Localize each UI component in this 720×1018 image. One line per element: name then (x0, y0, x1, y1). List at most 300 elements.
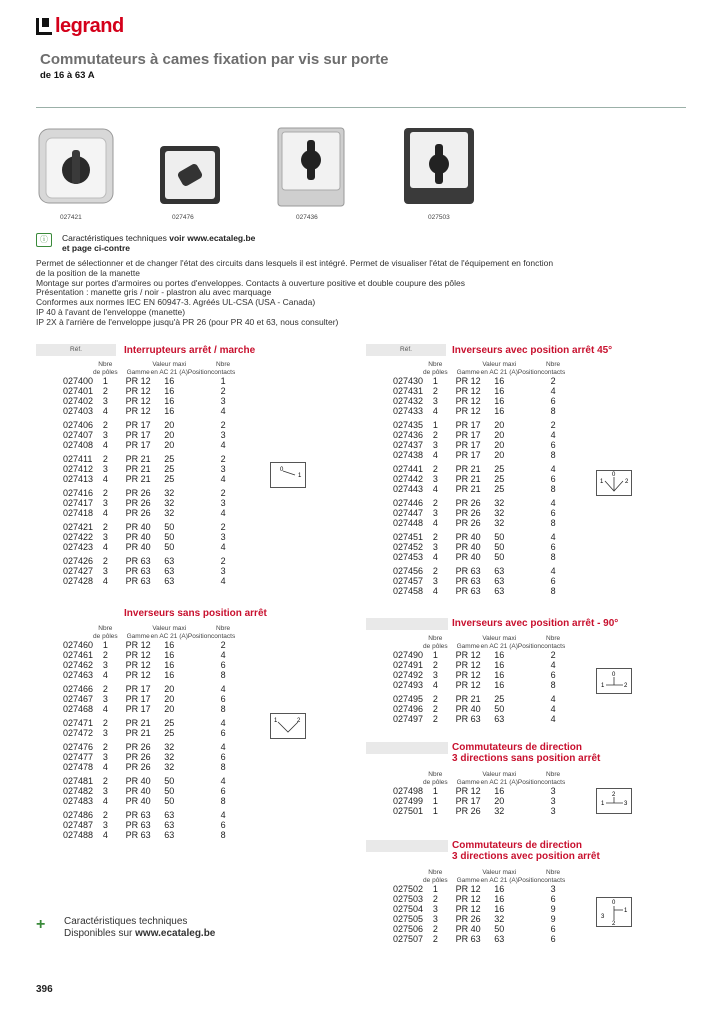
table-row (366, 406, 565, 416)
poles-cell: 3 (432, 670, 438, 680)
column-header: contacts (540, 642, 566, 650)
gamme-cell: PR 26 (455, 518, 481, 528)
column-header: Nbre (546, 360, 561, 368)
ref-cell: 027441 (393, 464, 424, 474)
ref-cell: 027408 (63, 440, 94, 450)
gamme-cell: PR 40 (125, 532, 151, 542)
table-row (36, 508, 235, 518)
gamme-cell: PR 63 (455, 566, 481, 576)
footer-link[interactable]: www.ecataleg.be (135, 928, 216, 939)
gamme-cell: PR 12 (455, 884, 481, 894)
diagram-label: 1 (624, 908, 628, 914)
web-line2: et page ci-contre (62, 243, 131, 253)
contacts-cell: 3 (550, 884, 556, 894)
table-row (366, 914, 565, 924)
position-cell (518, 552, 541, 562)
poles-cell: 3 (102, 430, 108, 440)
valeur-cell: 16 (164, 650, 175, 660)
position-cell (188, 420, 211, 430)
valeur-cell: 25 (164, 464, 175, 474)
poles-cell: 3 (432, 576, 438, 586)
contacts-cell: 4 (550, 532, 556, 542)
diagram-label: 1 (601, 683, 605, 689)
gamme-cell: PR 40 (455, 704, 481, 714)
product-table (366, 770, 565, 816)
position-cell (518, 566, 541, 576)
poles-cell: 2 (102, 776, 108, 786)
gamme-cell: PR 17 (455, 430, 481, 440)
poles-cell: 2 (102, 386, 108, 396)
poles-cell: 3 (432, 508, 438, 518)
ref-cell: 027417 (63, 498, 94, 508)
position-cell (518, 894, 541, 904)
diagram-label: 1 (600, 479, 604, 485)
ref-cell: 027466 (63, 684, 94, 694)
ref-cell: 027501 (393, 806, 424, 816)
table-row (366, 420, 565, 430)
contacts-cell: 4 (550, 566, 556, 576)
contacts-cell: 2 (220, 454, 226, 464)
poles-cell: 4 (432, 484, 438, 494)
contacts-cell: 4 (220, 440, 226, 450)
ref-cell: 027413 (63, 474, 94, 484)
valeur-cell: 25 (164, 474, 175, 484)
column-header: contacts (540, 368, 566, 376)
poles-cell: 2 (102, 556, 108, 566)
contacts-cell: 8 (550, 586, 556, 596)
position-cell (518, 542, 541, 552)
contacts-cell: 4 (550, 498, 556, 508)
ref-cell: 027458 (393, 586, 424, 596)
position-cell (518, 430, 541, 440)
valeur-cell: 16 (494, 904, 505, 914)
table-row (36, 376, 235, 386)
poles-cell: 2 (432, 660, 438, 670)
gamme-cell: PR 40 (455, 532, 481, 542)
section-title: Inverseurs sans position arrêt (124, 608, 267, 619)
poles-cell: 1 (102, 640, 108, 650)
gamme-cell: PR 40 (125, 522, 151, 532)
valeur-cell: 16 (164, 376, 175, 386)
poles-cell: 3 (432, 904, 438, 914)
gamme-cell: PR 63 (125, 820, 151, 830)
gamme-cell: PR 26 (125, 498, 151, 508)
poles-cell: 3 (102, 660, 108, 670)
column-header: Valeur maxi (482, 360, 517, 368)
contacts-cell: 8 (550, 518, 556, 528)
column-header: de pôles (423, 642, 448, 650)
position-cell (518, 670, 541, 680)
gamme-cell: PR 40 (455, 924, 481, 934)
product-ref-3: 027436 (296, 214, 318, 221)
position-diagram-45 (596, 470, 632, 496)
valeur-cell: 32 (164, 498, 175, 508)
contacts-cell: 6 (550, 542, 556, 552)
valeur-cell: 25 (494, 694, 505, 704)
ref-cell: 027442 (393, 474, 424, 484)
poles-cell: 1 (432, 650, 438, 660)
valeur-cell: 63 (164, 566, 175, 576)
gamme-cell: PR 63 (125, 556, 151, 566)
gamme-cell: PR 12 (125, 406, 151, 416)
position-diagram-90 (596, 668, 632, 694)
poles-cell: 3 (432, 914, 438, 924)
valeur-cell: 20 (494, 450, 505, 460)
ref-cell: 027432 (393, 396, 424, 406)
contacts-cell: 4 (220, 542, 226, 552)
table-row (36, 694, 235, 704)
table-row (36, 752, 235, 762)
description (36, 259, 686, 328)
diagram-label: 0 (612, 472, 616, 478)
valeur-cell: 32 (494, 498, 505, 508)
ref-cell: 027477 (63, 752, 94, 762)
gamme-cell: PR 17 (455, 420, 481, 430)
contacts-cell: 8 (220, 762, 226, 772)
gamme-cell: PR 21 (125, 718, 151, 728)
poles-cell: 3 (102, 396, 108, 406)
position-cell (518, 694, 541, 704)
valeur-cell: 63 (164, 830, 175, 840)
diagram-label: 1 (601, 801, 605, 807)
poles-cell: 4 (432, 518, 438, 528)
valeur-cell: 50 (494, 552, 505, 562)
diagram-label: 3 (601, 914, 605, 920)
table-row (366, 464, 565, 474)
table-row (36, 762, 235, 772)
table-row (366, 680, 565, 690)
gamme-cell: PR 12 (125, 396, 151, 406)
position-cell (518, 704, 541, 714)
contacts-cell: 2 (220, 556, 226, 566)
poles-cell: 4 (102, 762, 108, 772)
column-header: Position (517, 368, 541, 376)
position-cell (188, 728, 211, 738)
gamme-cell: PR 17 (455, 440, 481, 450)
table-row (366, 694, 565, 704)
ref-cell: 027463 (63, 670, 94, 680)
valeur-cell: 63 (494, 576, 505, 586)
valeur-cell: 50 (164, 786, 175, 796)
position-cell (188, 786, 211, 796)
valeur-cell: 16 (494, 396, 505, 406)
gamme-cell: PR 21 (455, 464, 481, 474)
valeur-cell: 32 (494, 914, 505, 924)
contacts-cell: 6 (220, 786, 226, 796)
column-header: Valeur maxi (482, 770, 517, 778)
position-cell (518, 680, 541, 690)
gamme-cell: PR 21 (455, 694, 481, 704)
poles-cell: 3 (432, 474, 438, 484)
poles-cell: 1 (432, 420, 438, 430)
ref-cell: 027411 (63, 454, 93, 464)
valeur-cell: 16 (164, 660, 175, 670)
position-cell (188, 694, 211, 704)
column-header: contacts (210, 368, 236, 376)
contacts-cell: 4 (220, 742, 226, 752)
valeur-cell: 16 (494, 894, 505, 904)
ref-cell: 027426 (63, 556, 94, 566)
table-row (366, 894, 565, 904)
position-diagram-inverseur (270, 713, 306, 739)
table-header-row (366, 868, 565, 876)
position-cell (518, 420, 541, 430)
diagram-label: 2 (624, 683, 628, 689)
position-cell (188, 454, 211, 464)
ref-cell: 027430 (393, 376, 424, 386)
position-cell (188, 670, 211, 680)
position-cell (518, 406, 541, 416)
gamme-cell: PR 17 (125, 684, 151, 694)
contacts-cell: 6 (220, 752, 226, 762)
position-cell (188, 498, 211, 508)
table-row (366, 650, 565, 660)
valeur-cell: 50 (494, 704, 505, 714)
valeur-cell: 20 (164, 420, 175, 430)
valeur-cell: 16 (164, 670, 175, 680)
table-row (36, 532, 235, 542)
product-table (366, 634, 565, 724)
column-header: Nbre (428, 634, 443, 642)
poles-cell: 2 (432, 714, 438, 724)
table-row (36, 576, 235, 586)
table-row (36, 556, 235, 566)
poles-cell: 3 (102, 752, 108, 762)
contacts-cell: 8 (550, 484, 556, 494)
ref-cell: 027438 (393, 450, 424, 460)
position-cell (188, 640, 211, 650)
diagram-label: 1 (274, 718, 278, 724)
gamme-cell: PR 12 (125, 386, 151, 396)
ref-header: Réf. (36, 344, 116, 356)
ref-cell: 027496 (393, 704, 424, 714)
poles-cell: 2 (432, 464, 438, 474)
valeur-cell: 16 (494, 786, 505, 796)
table-header-row (36, 360, 235, 368)
column-header: Nbre (98, 624, 113, 632)
position-cell (188, 376, 211, 386)
gamme-cell: PR 17 (125, 704, 151, 714)
valeur-cell: 25 (164, 728, 175, 738)
column-header: contacts (540, 778, 566, 786)
contacts-cell: 3 (220, 532, 226, 542)
table-row (366, 440, 565, 450)
diagram-label: 2 (297, 718, 301, 724)
valeur-cell: 16 (164, 640, 175, 650)
section-title: Inverseurs avec position arrêt - 90° (452, 618, 619, 629)
ref-header-bar (366, 618, 448, 630)
ref-cell: 027497 (393, 714, 424, 724)
position-diagram-3dir (596, 788, 632, 814)
position-cell (518, 532, 541, 542)
table-row (36, 640, 235, 650)
contacts-cell: 8 (220, 796, 226, 806)
column-header (118, 624, 151, 632)
footer-line1: Caractéristiques techniques (64, 916, 188, 927)
ref-cell: 027452 (393, 542, 424, 552)
valeur-cell: 32 (494, 508, 505, 518)
column-header: Gamme (456, 368, 480, 376)
position-cell (518, 464, 541, 474)
poles-cell: 4 (432, 450, 438, 460)
column-header: en AC 21 (A) (480, 368, 518, 376)
poles-cell: 2 (432, 498, 438, 508)
gamme-cell: PR 12 (125, 376, 151, 386)
ref-cell: 027490 (393, 650, 424, 660)
ref-cell: 027443 (393, 484, 424, 494)
footer-note (36, 916, 215, 940)
poles-cell: 1 (102, 376, 108, 386)
gamme-cell: PR 26 (455, 508, 481, 518)
contacts-cell: 3 (550, 796, 556, 806)
product-ref-2: 027476 (172, 214, 194, 221)
contacts-cell: 4 (220, 406, 226, 416)
valeur-cell: 16 (164, 386, 175, 396)
column-header: en AC 21 (A) (150, 368, 188, 376)
poles-cell: 2 (102, 684, 108, 694)
contacts-cell: 2 (220, 420, 226, 430)
logo-mark-icon (36, 18, 52, 35)
web-text: Caractéristiques techniques (62, 233, 170, 243)
gamme-cell: PR 12 (125, 650, 151, 660)
gamme-cell: PR 26 (455, 806, 481, 816)
column-header: Gamme (456, 778, 480, 786)
table-row (366, 552, 565, 562)
web-link[interactable]: voir www.ecataleg.be (169, 233, 256, 243)
ref-cell: 027403 (63, 406, 94, 416)
position-cell (188, 752, 211, 762)
poles-cell: 4 (102, 508, 108, 518)
position-cell (188, 660, 211, 670)
ref-cell: 027491 (393, 660, 424, 670)
ref-cell: 027478 (63, 762, 94, 772)
poles-cell: 2 (102, 650, 108, 660)
position-cell (188, 532, 211, 542)
valeur-cell: 20 (164, 704, 175, 714)
ref-cell: 027499 (393, 796, 424, 806)
poles-cell: 1 (432, 806, 438, 816)
ref-header-bar (366, 840, 448, 852)
ref-cell: 027431 (393, 386, 424, 396)
column-header: Position (517, 778, 541, 786)
ref-cell: 027446 (393, 498, 424, 508)
ref-cell: 027498 (393, 786, 424, 796)
contacts-cell: 4 (550, 386, 556, 396)
contacts-cell: 2 (550, 420, 556, 430)
column-header (518, 770, 541, 778)
table-row (366, 376, 565, 386)
ref-cell: 027472 (63, 728, 94, 738)
gamme-cell: PR 21 (455, 474, 481, 484)
table-row (36, 830, 235, 840)
ref-cell: 027506 (393, 924, 424, 934)
contacts-cell: 2 (220, 488, 226, 498)
desc-line: Montage sur portes d'armoires ou portes d'enveloppes. Contacts à ouverture positive et double coupure des pôles (36, 277, 465, 288)
column-header (366, 368, 423, 376)
contacts-cell: 3 (220, 396, 226, 406)
position-cell (518, 586, 541, 596)
ref-cell: 027407 (63, 430, 94, 440)
poles-cell: 2 (102, 420, 108, 430)
column-header (366, 634, 423, 642)
poles-cell: 2 (432, 934, 438, 944)
valeur-cell: 25 (494, 464, 505, 474)
column-header: Nbre (546, 770, 561, 778)
diagram-label: 3 (624, 801, 628, 807)
gamme-cell: PR 12 (455, 680, 481, 690)
contacts-cell: 4 (550, 694, 556, 704)
column-header: Nbre (216, 360, 231, 368)
gamme-cell: PR 17 (125, 420, 151, 430)
table-header-row (36, 624, 235, 632)
footer-line2: Disponibles sur (64, 928, 136, 939)
column-header: Gamme (456, 876, 480, 884)
contacts-cell: 6 (550, 934, 556, 944)
contacts-cell: 6 (220, 820, 226, 830)
product-table (366, 868, 565, 944)
column-header (448, 770, 481, 778)
position-cell (518, 576, 541, 586)
table-header-row (36, 368, 235, 376)
poles-cell: 2 (432, 894, 438, 904)
gamme-cell: PR 26 (125, 742, 151, 752)
header-divider (36, 107, 686, 108)
column-header: Valeur maxi (482, 868, 517, 876)
poles-cell: 3 (102, 464, 108, 474)
position-cell (518, 386, 541, 396)
table-row (36, 810, 235, 820)
poles-cell: 2 (432, 566, 438, 576)
table-row (366, 532, 565, 542)
position-cell (188, 542, 211, 552)
column-header (518, 634, 541, 642)
table-row (366, 704, 565, 714)
column-header (366, 868, 423, 876)
ref-cell: 027418 (63, 508, 94, 518)
poles-cell: 2 (102, 522, 108, 532)
gamme-cell: PR 12 (455, 786, 481, 796)
column-header: Nbre (428, 868, 443, 876)
poles-cell: 3 (102, 694, 108, 704)
valeur-cell: 20 (494, 796, 505, 806)
position-cell (188, 684, 211, 694)
gamme-cell: PR 21 (125, 454, 151, 464)
contacts-cell: 8 (220, 704, 226, 714)
poles-cell: 4 (102, 830, 108, 840)
ref-cell: 027471 (63, 718, 94, 728)
valeur-cell: 63 (164, 556, 175, 566)
gamme-cell: PR 40 (125, 796, 151, 806)
gamme-cell: PR 21 (455, 484, 481, 494)
product-ref-4: 027503 (428, 214, 450, 221)
column-header: Nbre (546, 868, 561, 876)
position-cell (518, 914, 541, 924)
ref-cell: 027476 (63, 742, 94, 752)
gamme-cell: PR 12 (125, 670, 151, 680)
contacts-cell: 8 (550, 406, 556, 416)
ref-cell: 027400 (63, 376, 94, 386)
position-cell (518, 396, 541, 406)
table-header-row (366, 360, 565, 368)
poles-cell: 2 (102, 810, 108, 820)
gamme-cell: PR 63 (125, 576, 151, 586)
contacts-cell: 2 (220, 522, 226, 532)
ref-header: Réf. (366, 344, 446, 356)
position-cell (188, 464, 211, 474)
position-cell (518, 498, 541, 508)
contacts-cell: 8 (550, 450, 556, 460)
column-header: Gamme (126, 368, 150, 376)
